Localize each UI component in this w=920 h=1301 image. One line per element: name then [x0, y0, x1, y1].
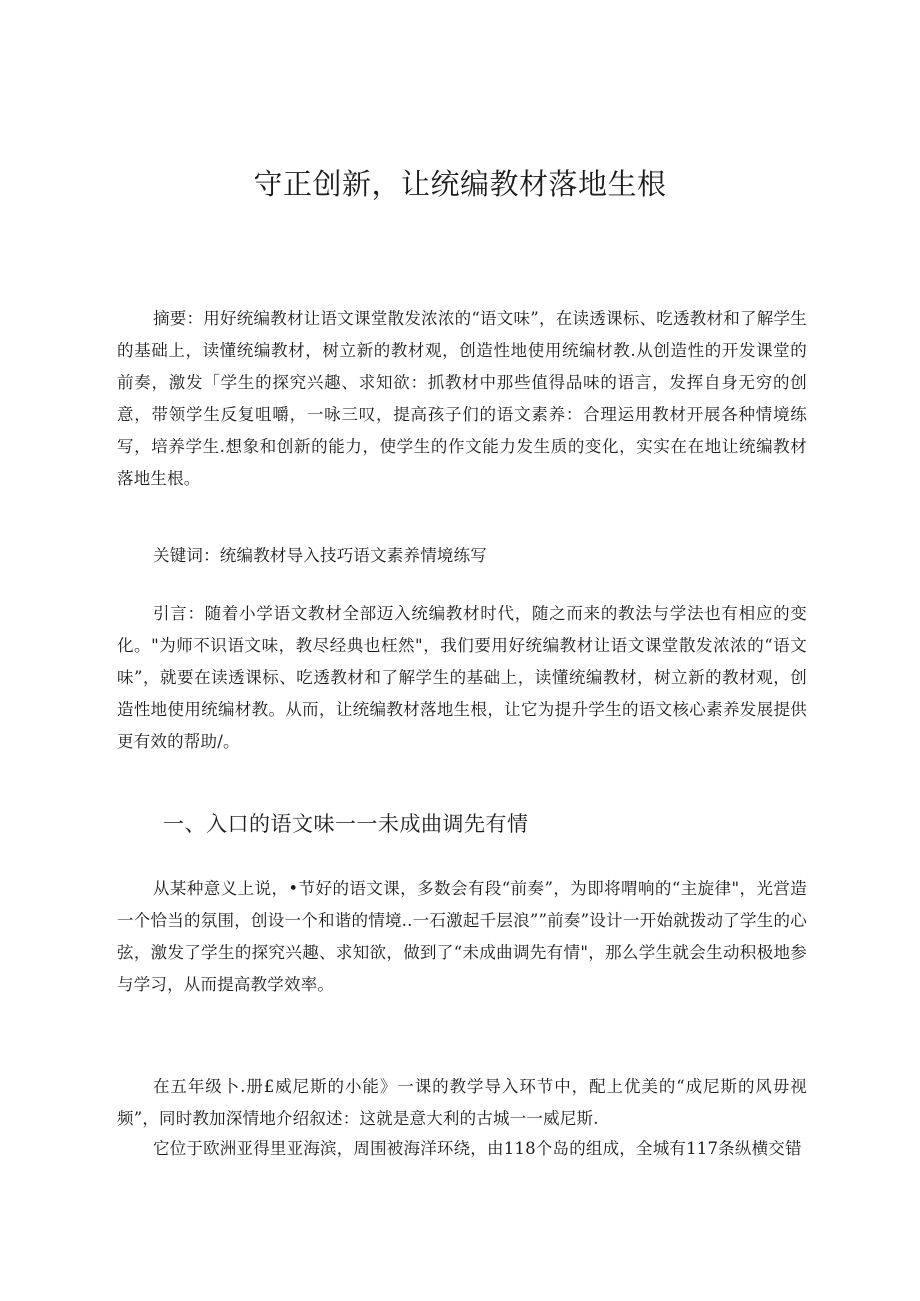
keywords-paragraph: 关键词：统编教材导入技巧语文素养情境练写	[153, 546, 487, 565]
body-paragraph-3: 它位于欧洲亚得里亚海滨，周围被海洋环绕，由118个岛的组成，全城有117条纵横交错	[153, 1139, 802, 1158]
intro-paragraph: 引言：随着小学语文教材全部迈入统编教材时代，随之而来的教法与学法也有相应的变化。"为师不识语文味，教尽经典也枉然"，我们要用好统编教材让语文课堂散发浓浓的“语文味”，就要在读透课标、吃透教材和了解学生的基础上，读懂统编教材，树立新的教材观，创造性地使用统编材教。从而，让统编教材落地生根，让它为提升学生的语文核心素养发展提供更有效的帮助/。	[117, 604, 807, 751]
section-heading: 一、入口的语文味一一未成曲调先有情	[163, 812, 529, 836]
body-paragraph-2: 在五年级卜.册£威尼斯的小能》一课的教学导入环节中，配上优美的“成尼斯的风毋视频”，同时教加深情地介绍叙述：这就是意大利的古城一一威尼斯.	[117, 1077, 807, 1128]
body-paragraph-1: 从某种意义上说，•节好的语文课，多数会有段“前奏”，为即将喟响的“主旋律"，光営造一个恰当的氛围，创设一个和谐的情境..一石激起千层浪””前奏”设计一开始就拨动了学生的心弦，激发了学生的探究兴趣、求知欲，做到了“未成曲调先有情"，那么学生就会生动积极地参与学习，从而提高教学效率。	[117, 879, 807, 994]
document-title: 守正创新，让统编教材落地生根	[253, 167, 667, 201]
abstract-paragraph: 摘要：用好统编教材让语文课堂散发浓浓的“语文味”，在读透课标、吃透教材和了解学生的基础上，读懂统编教材，树立新的教材观，创造性地使用统编材教.从创造性的开发课堂的前奏，激发「学生的探究兴趣、求知欲：抓教材中那些值得品味的语言，发挥自身无穷的创意，带领学生反复咀嚼，一咏三叹，提高孩子们的语文素养：合理运用教材开展各种情境练写，培养学生.想象和创新的能力，使学生的作文能力发生质的变化，实实在在地让统编教材落地生根。	[117, 309, 807, 488]
